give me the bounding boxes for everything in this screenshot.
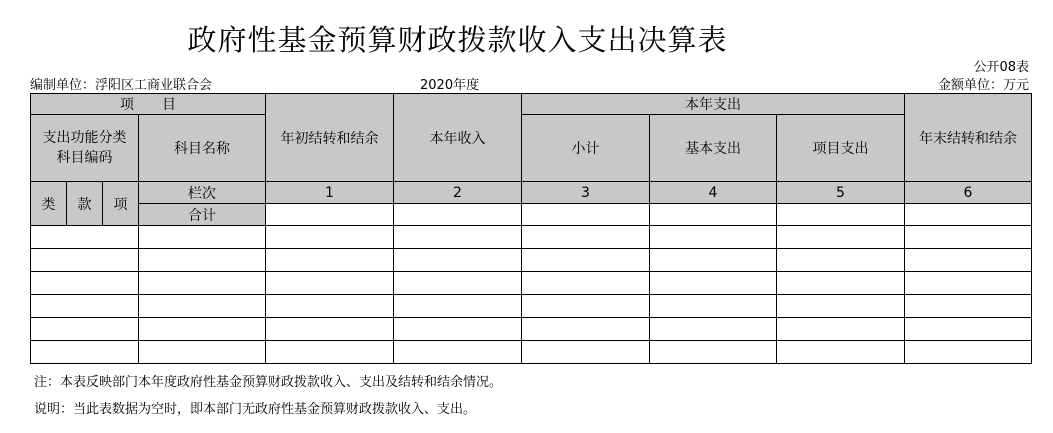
data-cell xyxy=(266,272,394,295)
header-lei: 类 xyxy=(31,182,67,226)
compiling-unit: 编制单位：浮阳区工商业联合会 xyxy=(30,78,213,93)
data-cell xyxy=(31,272,139,295)
data-cell xyxy=(777,341,905,364)
data-cell xyxy=(139,318,266,341)
total-label: 合计 xyxy=(139,204,266,226)
header-subject-name: 科目名称 xyxy=(139,115,266,182)
header-expense: 本年支出 xyxy=(522,94,905,115)
amount-unit: 金额单位：万元 xyxy=(937,78,1029,93)
data-cell xyxy=(777,272,905,295)
data-cell xyxy=(650,318,777,341)
data-cell xyxy=(905,249,1032,272)
header-func-code: 支出功能分类 科目编码 xyxy=(31,115,139,182)
budget-table xyxy=(30,93,1032,364)
data-cell xyxy=(394,249,522,272)
data-cell xyxy=(139,341,266,364)
data-cell xyxy=(650,226,777,249)
col-number: 3 xyxy=(522,182,650,204)
data-cell xyxy=(266,318,394,341)
data-cell xyxy=(31,295,139,318)
data-cell xyxy=(905,318,1032,341)
data-cell xyxy=(905,226,1032,249)
data-cell xyxy=(394,318,522,341)
data-cell xyxy=(394,226,522,249)
data-cell xyxy=(31,341,139,364)
fiscal-year: 2020年度 xyxy=(420,78,480,93)
data-cell xyxy=(522,204,650,226)
data-cell xyxy=(139,295,266,318)
data-cell xyxy=(266,249,394,272)
data-cell xyxy=(905,341,1032,364)
data-cell xyxy=(31,226,139,249)
footnote: 注：本表反映部门本年度政府性基金预算财政拨款收入、支出及结转和结余情况。 xyxy=(34,375,503,390)
col-number: 5 xyxy=(777,182,905,204)
data-cell xyxy=(777,204,905,226)
data-cell xyxy=(777,226,905,249)
data-cell xyxy=(650,272,777,295)
data-cell xyxy=(650,295,777,318)
data-cell xyxy=(777,249,905,272)
header-project: 项目支出 xyxy=(777,115,905,182)
header-xiang: 项 xyxy=(103,182,139,226)
table-title: 政府性基金预算财政拨款收入支出决算表 xyxy=(187,23,728,57)
data-cell xyxy=(522,249,650,272)
data-cell xyxy=(522,318,650,341)
header-item: 项 目 xyxy=(31,94,266,115)
data-cell xyxy=(266,226,394,249)
header-income: 本年收入 xyxy=(394,94,522,182)
data-cell xyxy=(394,341,522,364)
data-cell xyxy=(139,226,266,249)
data-cell xyxy=(650,204,777,226)
table-row xyxy=(31,341,1032,364)
data-cell xyxy=(139,249,266,272)
header-kuan: 款 xyxy=(67,182,103,226)
explanation-note: 说明：当此表数据为空时，即本部门无政府性基金预算财政拨款收入、支出。 xyxy=(34,402,477,417)
data-cell xyxy=(905,295,1032,318)
header-subtotal: 小计 xyxy=(522,115,650,182)
table-row xyxy=(31,318,1032,341)
col-number: 6 xyxy=(905,182,1032,204)
col-number: 2 xyxy=(394,182,522,204)
col-number: 4 xyxy=(650,182,777,204)
data-cell xyxy=(905,272,1032,295)
table-row xyxy=(31,226,1032,249)
data-cell xyxy=(139,272,266,295)
header-carry-end: 年末结转和结余 xyxy=(905,94,1032,182)
data-cell xyxy=(522,226,650,249)
data-cell xyxy=(650,249,777,272)
data-cell xyxy=(31,249,139,272)
column-label: 栏次 xyxy=(139,182,266,204)
header-basic: 基本支出 xyxy=(650,115,777,182)
data-cell xyxy=(522,295,650,318)
data-cell xyxy=(777,295,905,318)
data-cell xyxy=(266,341,394,364)
col-number: 1 xyxy=(266,182,394,204)
data-cell xyxy=(394,204,522,226)
data-cell xyxy=(266,204,394,226)
table-row xyxy=(31,272,1032,295)
data-cell xyxy=(522,341,650,364)
table-row xyxy=(31,249,1032,272)
data-cell xyxy=(522,272,650,295)
data-cell xyxy=(31,318,139,341)
table-row xyxy=(31,295,1032,318)
data-cell xyxy=(650,341,777,364)
data-cell xyxy=(905,204,1032,226)
header-carry-begin: 年初结转和结余 xyxy=(266,94,394,182)
data-cell xyxy=(394,295,522,318)
form-number: 公开08表 xyxy=(973,60,1029,75)
data-cell xyxy=(394,272,522,295)
data-cell xyxy=(777,318,905,341)
data-cell xyxy=(266,295,394,318)
